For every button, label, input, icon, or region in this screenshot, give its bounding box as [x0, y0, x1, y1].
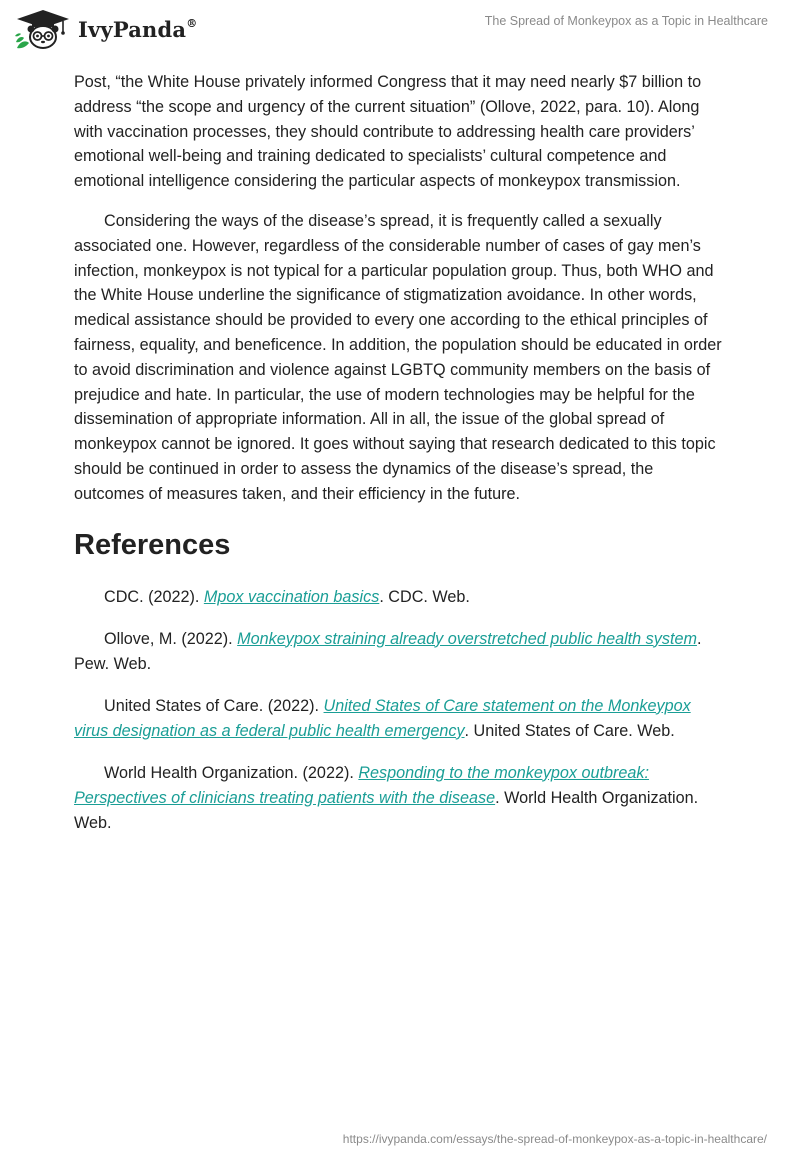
reference-suffix: . World Health Organization. Web. [74, 788, 699, 832]
panda-graduate-icon [14, 8, 72, 50]
reference-item [74, 585, 726, 610]
reference-suffix: . CDC. Web. [379, 587, 470, 606]
reference-link[interactable]: Mpox vaccination basics [203, 587, 380, 606]
reference-prefix: Ollove, M. (2022). [104, 629, 238, 648]
reference-prefix: World Health Organization. (2022). [104, 763, 359, 782]
page-header [0, 0, 800, 60]
references-heading: References [74, 528, 231, 561]
registered-mark: ® [186, 16, 198, 30]
reference-prefix: CDC. (2022). [104, 587, 204, 606]
footer-url[interactable]: https://ivypanda.com/essays/the-spread-of-monkeypox-as-a-topic-in-healthcare/ [342, 1132, 767, 1146]
body-paragraph: Considering the ways of the disease’s spread, it is frequently called a sexually associated one. However, regardless of the considerable number of cases of gay men’s infection, monkeypox is not typical for a particular population group. Thus, both WHO and the White House underline the significance of stigmatization avoidance. In other words, medical assistance should be provided to every one according to the ethical principles of fairness, equality, and beneficence. In addition, the population should be educated in order to avoid discrimination and violence against LGBTQ community members on the basis of prejudice and hate. In particular, the use of modern technologies may be helpful for the dissemination of appropriate information. All in all, the issue of the global spread of monkeypox cannot be ignored. It goes without saying that research dedicated to this topic should be continued in order to assess the dynamics of the disease’s spread, the outcomes of measures taken, and their efficiency in the future. [74, 211, 722, 503]
reference-item [74, 627, 726, 677]
essay-content [74, 70, 726, 853]
reference-prefix: United States of Care. (2022). [104, 696, 324, 715]
reference-suffix: . Pew. Web. [74, 629, 702, 673]
reference-link[interactable]: Responding to the monkeypox outbreak: Perspectives of clinicians treating patients with the disease [74, 763, 650, 807]
reference-item [74, 694, 726, 744]
ivypanda-logo[interactable] [14, 8, 197, 50]
reference-link[interactable]: Monkeypox straining already overstretched public health system [237, 629, 697, 648]
reference-link[interactable]: United States of Care statement on the Monkeypox virus designation as a federal public health emergency [74, 696, 691, 740]
reference-suffix: . United States of Care. Web. [464, 721, 675, 740]
brand-name-text: IvyPanda [78, 16, 187, 42]
body-paragraph: Post, “the White House privately informed Congress that it may need nearly $7 billion to address “the scope and urgency of the current situation” (Ollove, 2022, para. 10). Along with vaccination processes, they should contribute to addressing health care providers’ emotional well-being and training dedicated to specialists’ cultural competence and emotional intelligence considering the particular aspects of monkeypox transmission. [74, 73, 702, 191]
running-title: The Spread of Monkeypox as a Topic in Healthcare [484, 14, 768, 28]
reference-item [74, 761, 726, 836]
brand-name [78, 17, 197, 42]
